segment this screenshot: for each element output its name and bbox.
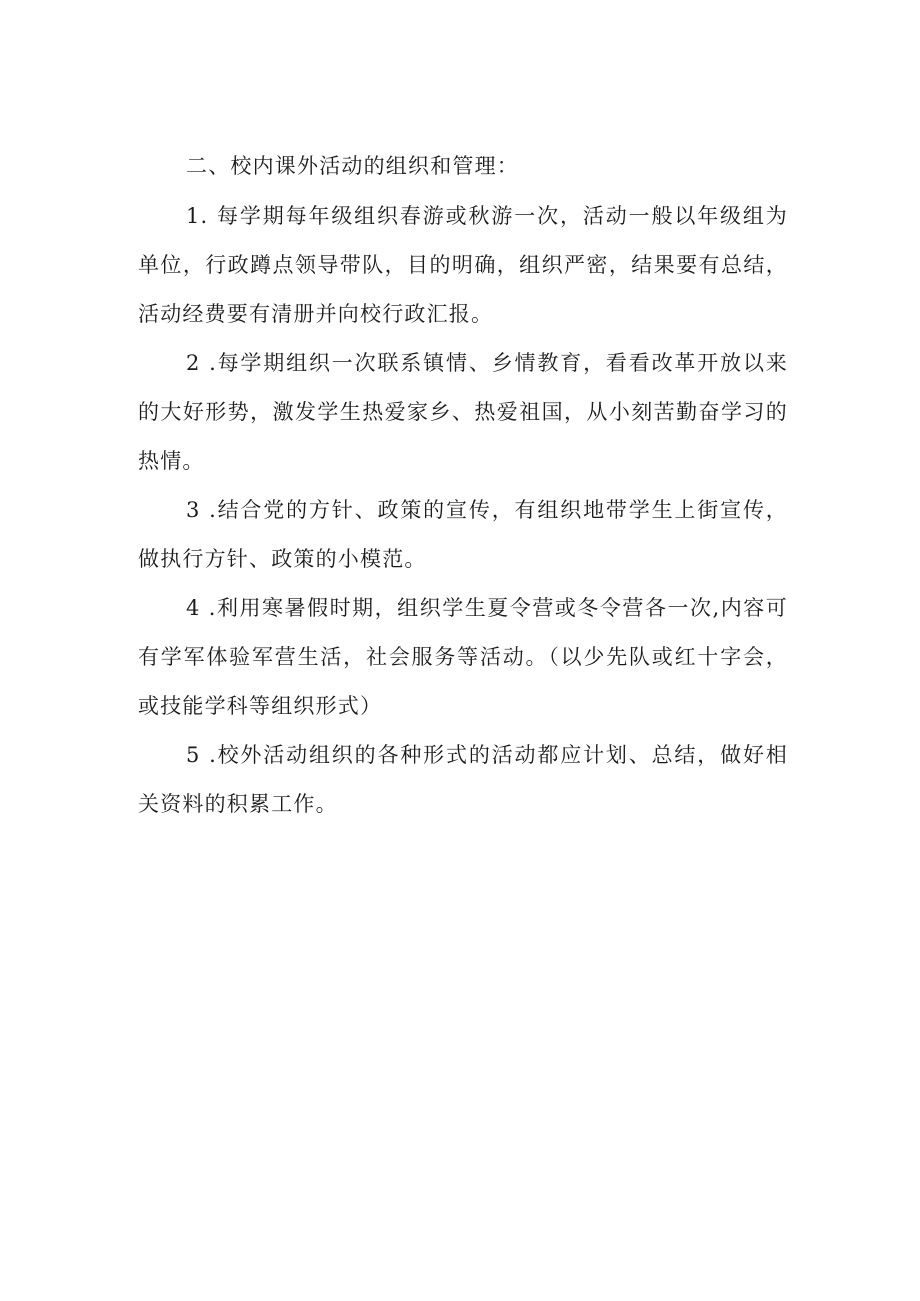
section-heading: 二、校内课外活动的组织和管理：: [186, 154, 519, 178]
paragraph-item-5: 5 .校外活动组织的各种形式的活动都应计划、总结，做好相关资料的积累工作。: [138, 743, 788, 816]
paragraph-item-2: 2 .每学期组织一次联系镇情、乡情教育，看看改革开放以来的大好形势，激发学生热爱家乡、热爱祖国，从小刻苦勤奋学习的热情。: [138, 351, 788, 473]
document-body: [138, 142, 788, 829]
paragraph-item-3: 3 .结合党的方针、政策的宣传，有组织地带学生上街宣传，做执行方针、政策的小模范。: [138, 498, 788, 571]
paragraph-item-4: 4 .利用寒暑假时期，组织学生夏令营或冬令营各一次,内容可有学军体验军营生活，社会服务等活动。（以少先队或红十字会，或技能学科等组织形式）: [138, 596, 788, 718]
paragraph-item-1: 1. 每学期每年级组织春游或秋游一次，活动一般以年级组为单位，行政蹲点领导带队，目的明确，组织严密，结果要有总结，活动经费要有清册并向校行政汇报。: [138, 204, 788, 326]
